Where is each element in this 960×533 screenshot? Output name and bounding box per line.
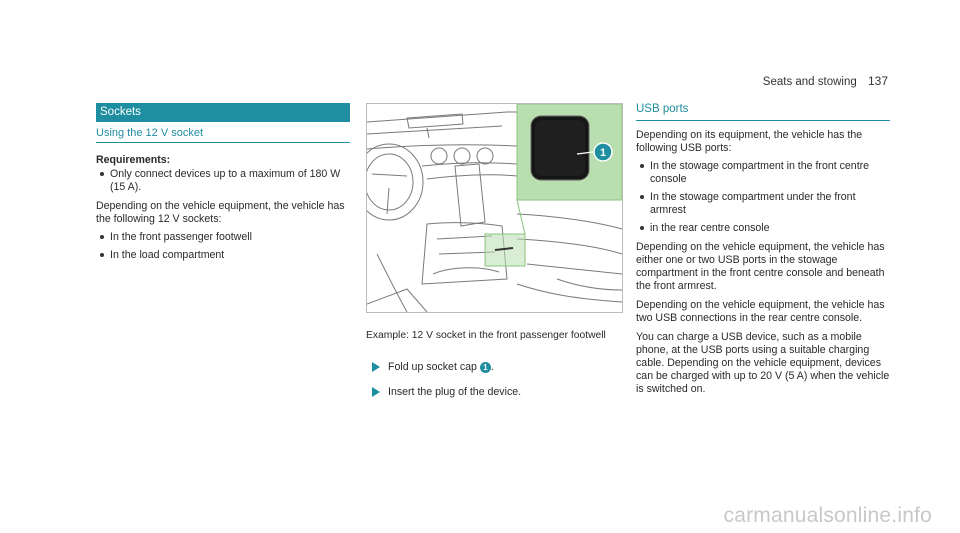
instruction-step-1 (366, 361, 621, 374)
page-number: 137 (867, 74, 888, 88)
site-watermark: carmanualsonline.info (723, 504, 932, 527)
usb-ports-list (636, 160, 890, 235)
figure-caption: Example: 12 V socket in the front passenger footwell (366, 330, 606, 341)
figure-column (366, 103, 621, 399)
instruction-step-2 (366, 386, 621, 399)
callout-badge: 1 (480, 362, 491, 373)
sockets-intro: Depending on the vehicle equipment, the vehicle has the following 12 V sockets: (96, 200, 345, 225)
usb-paragraph: Depending on the vehicle equipment, the vehicle has either one or two USB ports in the stowage compartment in the front centre console and beneath the front armrest. (636, 241, 885, 292)
list-item: In the front passenger footwell (96, 231, 350, 244)
list-item: in the rear centre console (636, 222, 890, 235)
step-arrow-icon (372, 387, 380, 397)
requirements-list (96, 168, 350, 194)
usb-subheading: USB ports (636, 103, 890, 121)
list-item: In the load compartment (96, 249, 350, 262)
usb-column (636, 103, 890, 396)
usb-paragraph: Depending on the vehicle equipment, the vehicle has two USB connections in the rear centre console. (636, 299, 885, 324)
list-item: Only connect devices up to a maximum of 180 W (15 A). (96, 168, 350, 194)
header-section-title: Seats and stowing (762, 76, 857, 88)
usb-paragraph: You can charge a USB device, such as a mobile phone, at the USB ports using a suitable charging cable. Depending on the vehicle equipment, devices can be charged with up to 20 V (5 A) when the vehicle is switched on. (636, 331, 890, 395)
requirements-title: Requirements: (96, 154, 171, 166)
section-title-bar: Sockets (96, 103, 350, 122)
list-item: In the stowage compartment under the front armrest (636, 191, 890, 217)
footwell-illustration (366, 103, 623, 313)
step-arrow-icon (372, 362, 380, 372)
usb-intro: Depending on its equipment, the vehicle has the following USB ports: (636, 129, 863, 154)
socket-locations-list (96, 231, 350, 262)
sockets-column (96, 103, 350, 262)
step-punctuation: . (490, 361, 494, 373)
page-header (763, 74, 888, 88)
list-item: In the stowage compartment in the front centre console (636, 160, 890, 186)
sockets-subheading: Using the 12 V socket (96, 127, 350, 143)
callout-number: 1 (599, 147, 607, 159)
step-text: Fold up socket cap (388, 361, 477, 373)
step-text: Insert the plug of the device. (388, 386, 522, 398)
dashboard-line-drawing (367, 104, 622, 312)
